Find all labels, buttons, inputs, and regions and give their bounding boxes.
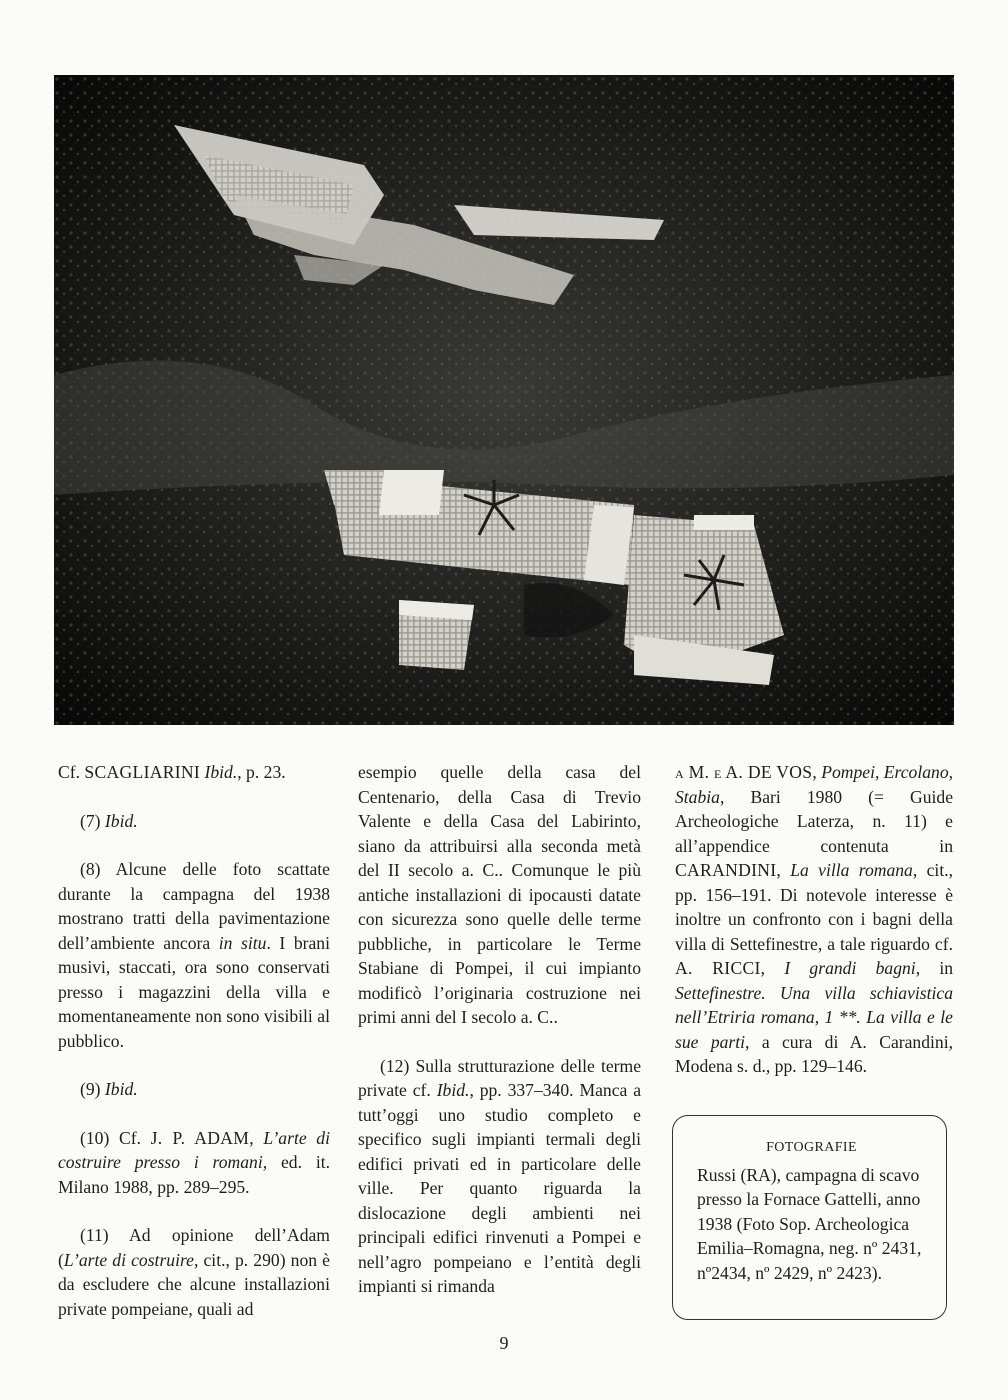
author-name: SCAGLIARINI xyxy=(84,762,201,782)
footnotes-column-2 xyxy=(358,760,641,1299)
page-number: 9 xyxy=(499,1333,509,1353)
text: (8) Alcune delle foto scattate durante la campagna del 1938 mostrano tratti della pavimentazione dell’ambiente ancora xyxy=(58,859,330,953)
text: , xyxy=(249,1127,264,1148)
footnote-11 xyxy=(58,1223,330,1321)
text: (10) Cf. xyxy=(80,1127,151,1148)
text: , p. 23. xyxy=(237,762,286,782)
text: , ed. it. Milano 1988, pp. 289–295. xyxy=(58,1152,330,1197)
book-title: Pompei, Ercolano, Stabia xyxy=(675,762,954,807)
caption-heading: FOTOGRAFIE xyxy=(766,1140,857,1155)
author-name: A. RICCI xyxy=(675,958,761,978)
author-name: J. P. ADAM xyxy=(150,1127,250,1148)
text: (12) Sulla strutturazione delle terme private cf. xyxy=(358,1055,641,1100)
text: , cit., p. 290) non è da escludere che alcune installazioni private pompeiane, quali ad xyxy=(58,1249,330,1319)
book-title: L’arte di costruire xyxy=(63,1249,194,1270)
italic-term: in situ xyxy=(218,932,267,953)
reference: Ibid. xyxy=(104,810,138,831)
footnote-11-continued: esempio quelle della casa del Centenario, della Casa di Trevio Valente e della Casa del Labirinto, siano da attribuirsi alla seconda metà del II secolo a. C.. Comunque le più antiche installazioni di ipocausti datate con sicurezza sono quelle delle terme pubbliche, in particolare le Terme Stabiane di Pompei, il cui impianto modificò l’originaria costruzione nei primi anni del I secolo a. C.. xyxy=(358,762,641,1027)
text: , pp. 337–340. Manca a tutt’oggi uno studio completo e specifico sugli impianti termali degli edifici privati ed in particolare delle ville. Per quanto riguarda la dislocazione degli ambienti nei principali edifici rinvenuti a Pompei e nell’agro pompeiano e l’entità degli impianti si rimanda xyxy=(358,1080,642,1296)
photo-credits-box xyxy=(672,1115,947,1320)
footnote-6-continued xyxy=(58,760,330,785)
author-name: a M. e A. DE VOS xyxy=(675,762,813,782)
excavation-photo xyxy=(54,75,954,725)
text: . I brani musivi, staccati, ora sono conservati presso i magazzini della villa e momentaneamente non sono visibili al pubblico. xyxy=(58,932,330,1051)
text: , xyxy=(760,958,785,978)
footnote-10 xyxy=(58,1126,330,1200)
text: , in xyxy=(915,958,954,978)
footnote-12-continued xyxy=(675,760,953,1079)
text: , xyxy=(776,860,791,880)
reference: Ibid. xyxy=(204,762,238,782)
footnotes-column-1 xyxy=(58,760,330,1321)
text: , a cura di A. Carandini, Modena s. d., pp. 129–146. xyxy=(675,1031,953,1076)
reference: Ibid. xyxy=(104,1079,138,1099)
caption-body: Russi (RA), campagna di scavo presso la Fornace Gattelli, anno 1938 (Foto Sop. Archeologica Emilia–Romagna, neg. nº 2431, nº2434, nº 2429, nº 2423). xyxy=(697,1164,922,1283)
mosaic-floor-image xyxy=(54,75,954,725)
footnote-number: (9) xyxy=(80,1079,105,1099)
footnotes-column-3 xyxy=(675,760,953,1079)
text: Cf. xyxy=(58,762,85,782)
text: (11) Ad opinione dell’Adam ( xyxy=(58,1225,330,1270)
footnote-number: (7) xyxy=(80,810,105,831)
footnote-8 xyxy=(58,857,330,1053)
book-title: Settefinestre. Una villa schiavistica nell’Etriria romana, 1 **. La villa e le sue parti xyxy=(675,982,953,1052)
text: , xyxy=(812,762,822,782)
book-title: L’arte di costruire presso i romani xyxy=(58,1127,330,1172)
footnote-12 xyxy=(358,1054,641,1299)
text: , cit., pp. 156–191. Di notevole interesse è inoltre un confronto con i bagni della villa di Settefinestre, a tale riguardo cf. xyxy=(675,860,953,954)
footnote-9 xyxy=(58,1077,330,1102)
text: , Bari 1980 (= Guide Archeologiche Laterza, n. 11) e all’appendice contenuta in xyxy=(675,786,953,856)
author-name: CARANDINI xyxy=(675,860,777,880)
reference: Ibid. xyxy=(436,1080,470,1100)
book-title: La villa romana xyxy=(790,860,913,880)
book-title: I grandi bagni xyxy=(784,958,916,978)
footnote-7 xyxy=(58,809,330,834)
